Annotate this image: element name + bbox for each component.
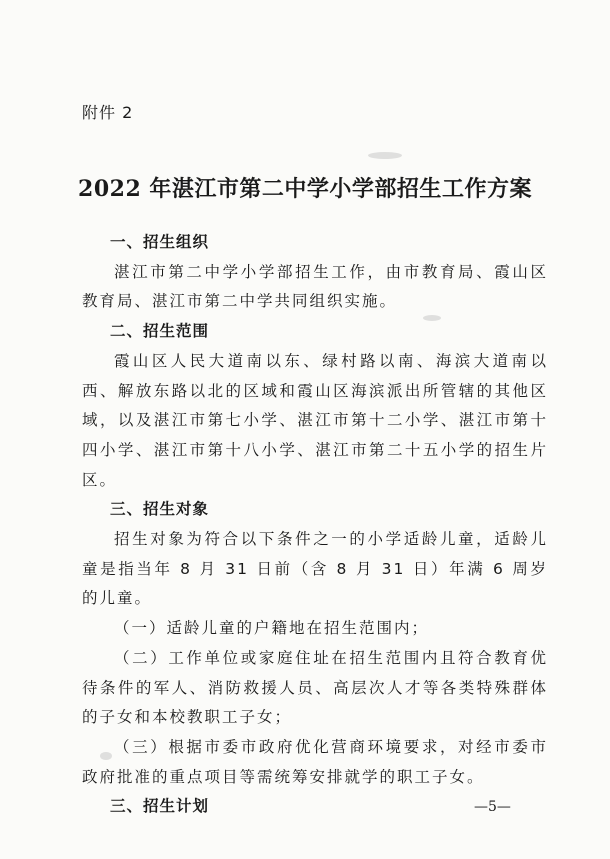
paragraph: 霞山区人民大道南以东、绿村路以南、海滨大道南以西、解放东路以北的区域和霞山区海滨派出所管辖的其他区域，以及湛江市第七小学、湛江市第十二小学、湛江市第十四小学、湛江市第十八小学、湛江市第二十五小学的招生片区。 [82, 351, 548, 489]
paragraph: （一）适龄儿童的户籍地在招生范围内； [114, 619, 430, 638]
section-heading: 三、招生对象 [110, 500, 210, 519]
section-heading: 一、招生组织 [110, 233, 210, 251]
paragraph: （二）工作单位或家庭住址在招生范围内且符合教育优待条件的军人、消防救援人员、高层次人才等各类特殊群体的子女和本校教职工子女； [82, 648, 548, 727]
document-body [82, 228, 548, 822]
attachment-label: 附件 2 [82, 103, 134, 122]
section-heading: 三、招生计划 [110, 797, 210, 816]
paragraph: 湛江市第二中学小学部招生工作，由市教育局、霞山区教育局、湛江市第二中学共同组织实施。 [82, 262, 548, 311]
section-heading: 二、招生范围 [110, 322, 210, 341]
document-title: 2022 年湛江市第二中学小学部招生工作方案 [78, 176, 532, 202]
paragraph: 招生对象为符合以下条件之一的小学适龄儿童，适龄儿童是指当年 8 月 31 日前（含 8 月 31 日）年满 6 周岁的儿童。 [82, 530, 548, 608]
paragraph: （三）根据市委市政府优化营商环境要求，对经市委市政府批准的重点项目等需统筹安排就学的职工子女。 [82, 737, 548, 786]
scan-smudge [368, 152, 402, 159]
page-number: —5— [474, 799, 511, 815]
